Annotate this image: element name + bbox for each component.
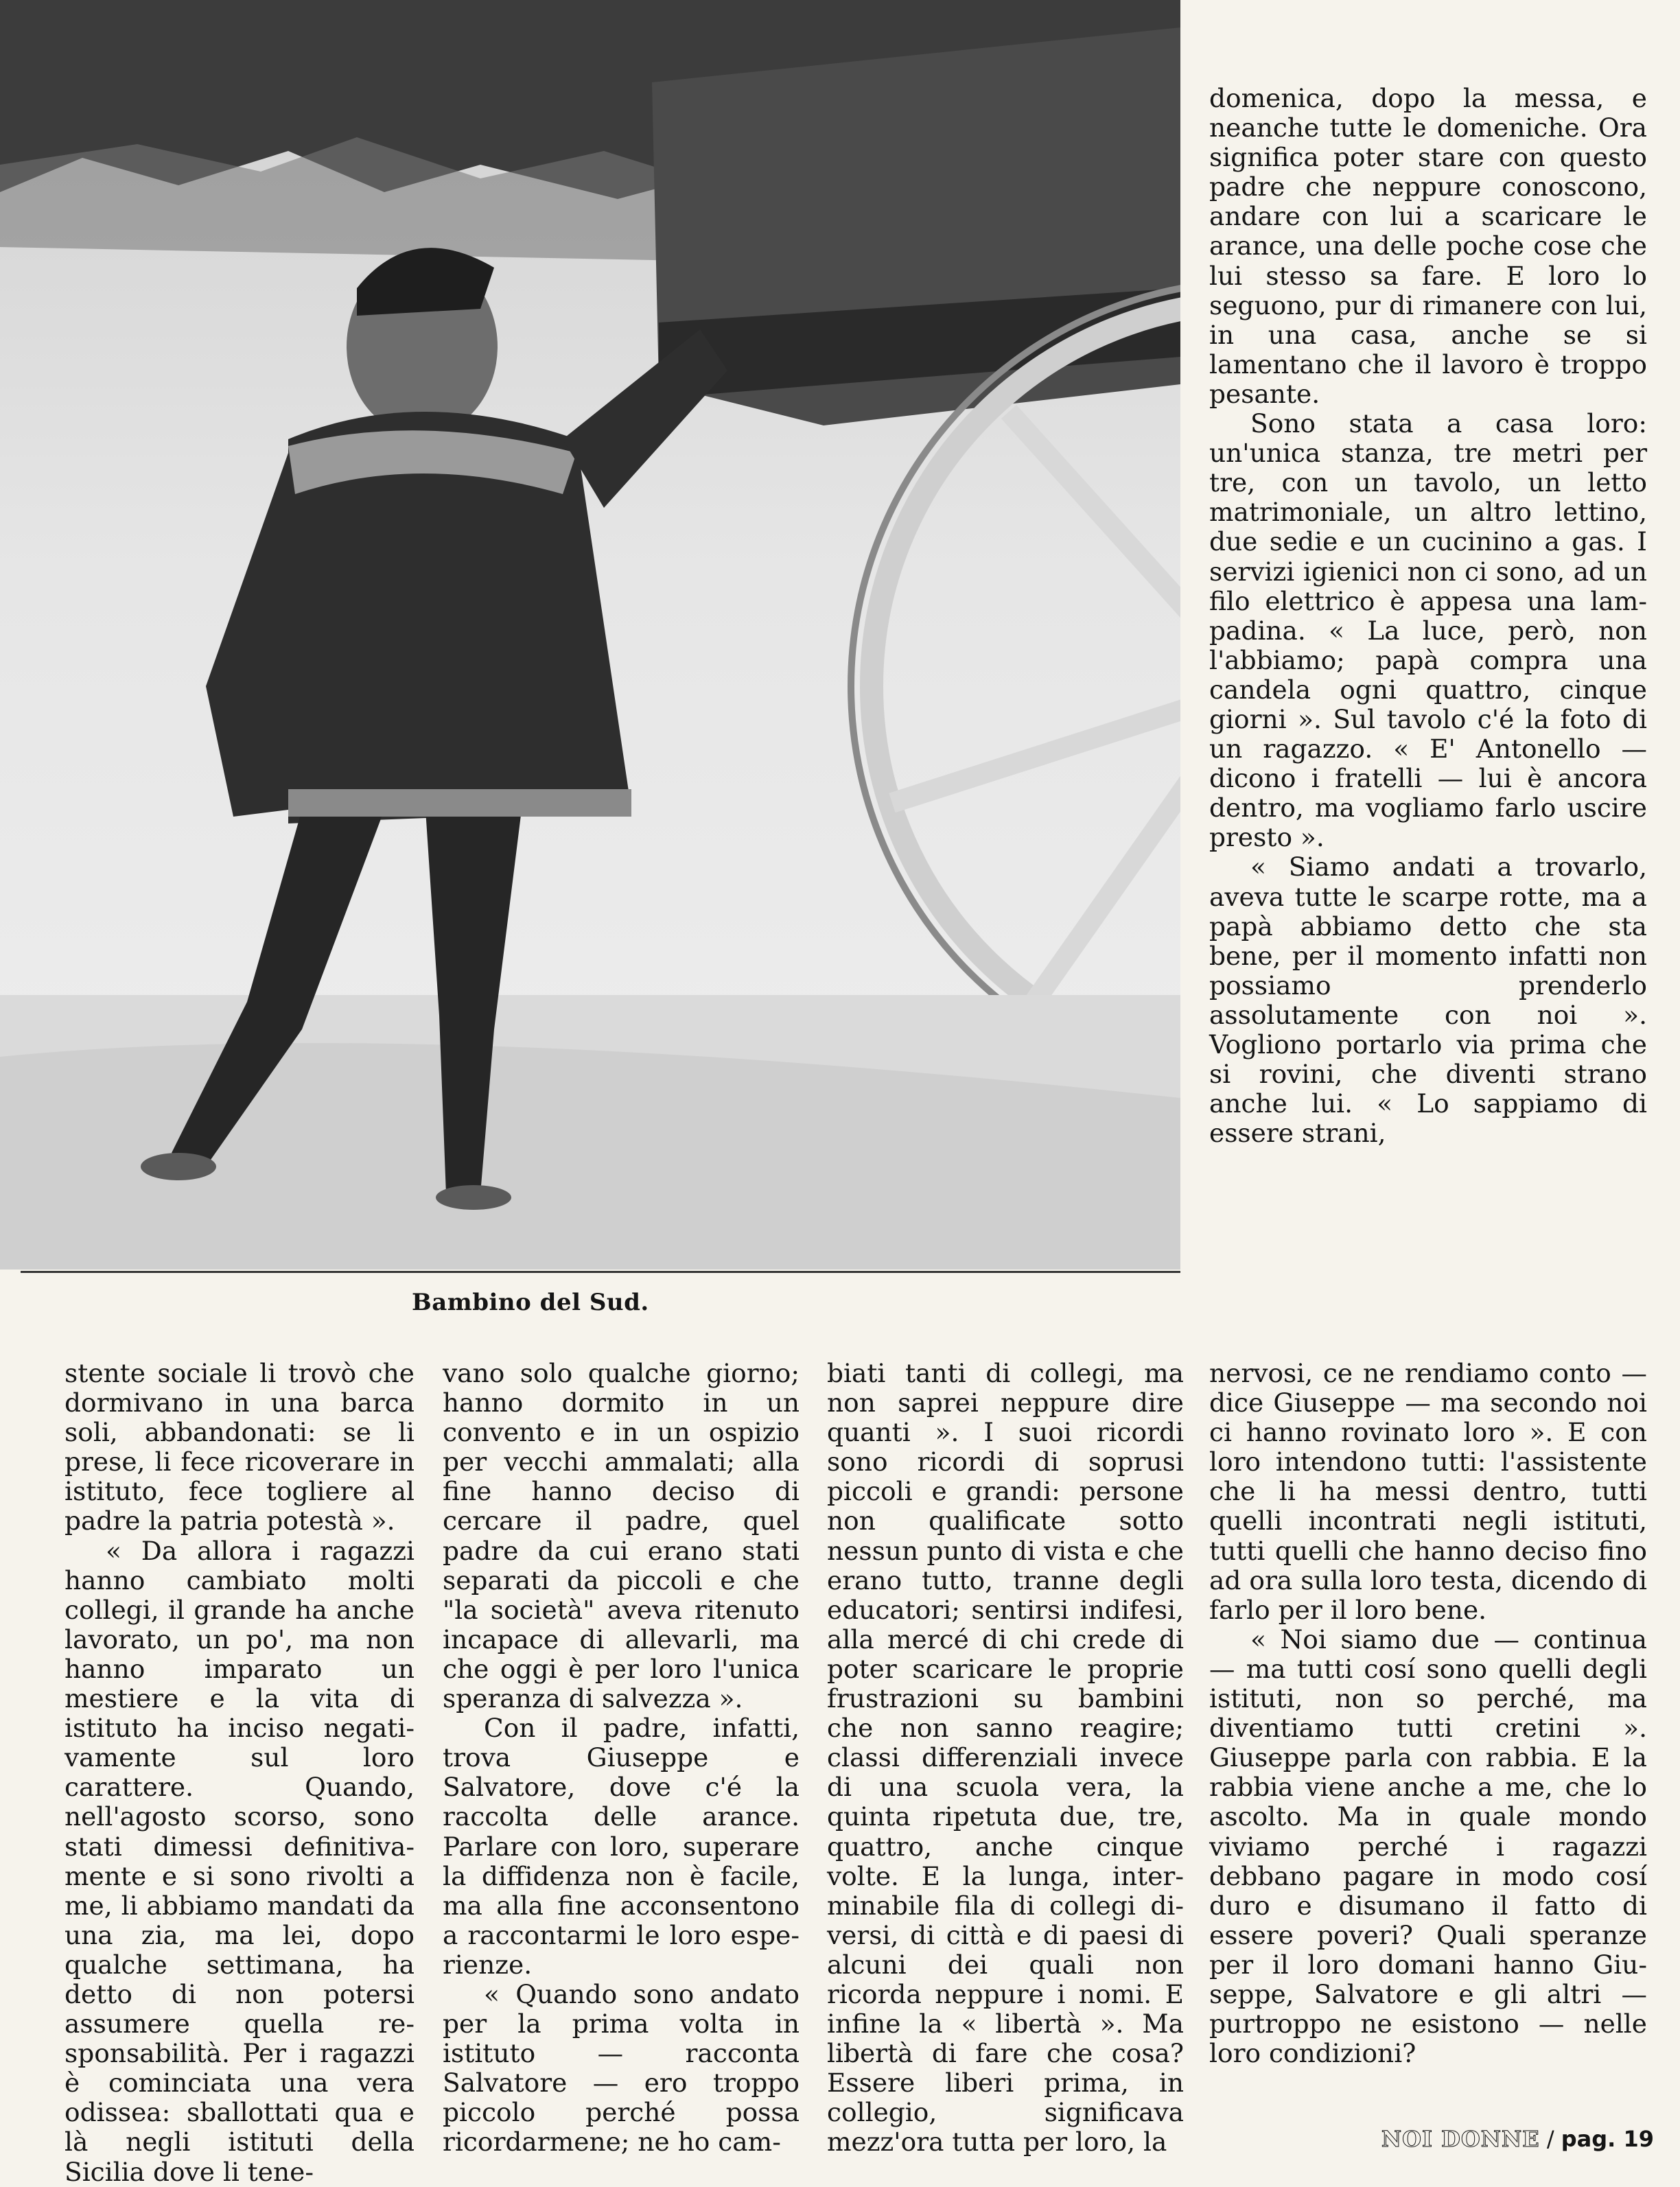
paragraph: biati tanti di collegi, ma non saprei neppure dire quanti ». I suoi ricordi sono ricordi di soprusi piccoli e grandi: persone non qualificate sotto nessun punto di vista e che erano tutto, tranne degli educatori; sentirsi indifesi, alla mercé di chi crede di poter scaricare le proprie frustrazioni su bambini che non sanno reagire; classi differenziali invece di una scuola vera, la quinta ripetuta due, tre, quattro, anche cinque volte. E la lunga, interminabile fila di collegi diversi, di città e di paesi di alcuni dei quali non ricorda neppure i nomi. E infine la « libertà ». Ma libertà di fare che cosa? Essere liberi prima, in collegio, significava mezz'ora tutta per loro, la [827,1358,1184,2157]
article-column-right [1209,84,1647,1148]
article-column-2 [443,1359,800,2157]
paragraph: stente sociale li trovò che dormivano in una barca soli, abbandonati: se li prese, li fece ricoverare in istituto, fece togliere al padre la patria potestà ». [65,1358,415,1536]
paragraph: Con il padre, infatti, trova Giuseppe e Salvatore, dove c'é la raccolta delle arance. Parlare con loro, superare la diffidenza non è facile, ma alla fine acconsentono a raccontarmi le loro esperienze. [443,1713,800,1980]
article-column-3 [827,1359,1184,2157]
page-footer [1345,2126,1654,2152]
page-number: pag. 19 [1561,2126,1654,2152]
paragraph: vano solo qualche giorno; hanno dormito in un convento e in un ospizio per vecchi ammalati; alla fine hanno deciso di cercare il padre, quel padre da cui erano stati separati da piccoli e che "la società" aveva ritenuto incapace di allevarli, ma che oggi è per loro l'unica speranza di salvezza ». [443,1358,800,1714]
paragraph: « Noi siamo due — continua — ma tutti cosí sono quelli degli istituti, non so perché, ma diventiamo tutti cretini ». Giuseppe parla con rabbia. E la rabbia viene anche a me, che lo ascolto. Ma in quale mondo viviamo perché i ragazzi debbano pagare in modo cosí duro e disumano il fatto di essere poveri? Quali speranze per il loro domani hanno Giuseppe, Salvatore e gli altri — purtroppo ne esistono — nelle loro condizioni? [1209,1624,1647,2069]
paragraph: « Quando sono andato per la prima volta in istituto — racconta Salvatore — ero troppo piccolo perché possa ricordarmene; ne ho cam- [443,1978,800,2157]
paragraph: domenica, dopo la messa, e neanche tutte le domeniche. Ora significa poter stare con questo padre che neppure conoscono, andare con lui a scaricare le arance, una delle poche cose che lui stesso sa fare. E loro lo seguono, pur di rimanere con lui, in una casa, anche se si lamentano che il lavoro è troppo pesante. [1209,83,1647,409]
article-column-1 [65,1359,415,2187]
magazine-name: NOI DONNE [1381,2126,1540,2152]
paragraph: Sono stata a casa loro: un'unica stanza, tre metri per tre, con un tavolo, un letto matrimoniale, un altro lettino, due sedie e un cucinino a gas. I servizi igienici non ci sono, ad un filo elettrico è appesa una lampadina. « La luce, però, non l'abbiamo; papà compra una candela ogni quattro, cinque giorni ». Sul tavolo c'é la foto di un ragazzo. « E' Antonello — dicono i fratelli — lui è ancora dentro, ma vogliamo farlo uscire presto ». [1209,408,1647,853]
article-column-4 [1209,1359,1647,2068]
child-photo-icon [0,0,1180,1270]
photo-child-with-cart [0,0,1180,1270]
paragraph: nervosi, ce ne rendiamo conto — dice Giuseppe — ma secondo noi ci hanno rovinato loro ». E con loro intendono tutti: l'assistente che li ha messi dentro, tutti quelli incontrati negli istituti, tutti quelli che hanno deciso fino ad ora sulla loro testa, dicendo di farlo per il loro bene. [1209,1358,1647,1625]
photo-caption: Bambino del Sud. [412,1289,649,1316]
paragraph: « Siamo andati a trovarlo, aveva tutte le scarpe rotte, ma a papà abbiamo detto che sta bene, per il momento infatti non possiamo prenderlo assolutamente con noi ». Vogliono portarlo via prima che si rovini, che diventi strano anche lui. « Lo sappiamo di essere strani, [1209,852,1647,1149]
photo-rule [21,1271,1180,1273]
paragraph: « Da allora i ragazzi hanno cambiato molti collegi, il grande ha anche lavorato, un po', ma non hanno imparato un mestiere e la vita di istituto ha inciso negativamente sul loro carattere. Quando, nell'agosto scorso, sono stati dimessi definitivamente e si sono rivolti a me, li abbiamo mandati da una zia, ma lei, dopo qualche settimana, ha detto di non potersi assumere quella responsabilità. Per i ragazzi è cominciata una vera odissea: sballottati qua e là negli istituti della Sicilia dove li tene- [65,1535,415,2187]
footer-separator: / [1546,2126,1554,2152]
